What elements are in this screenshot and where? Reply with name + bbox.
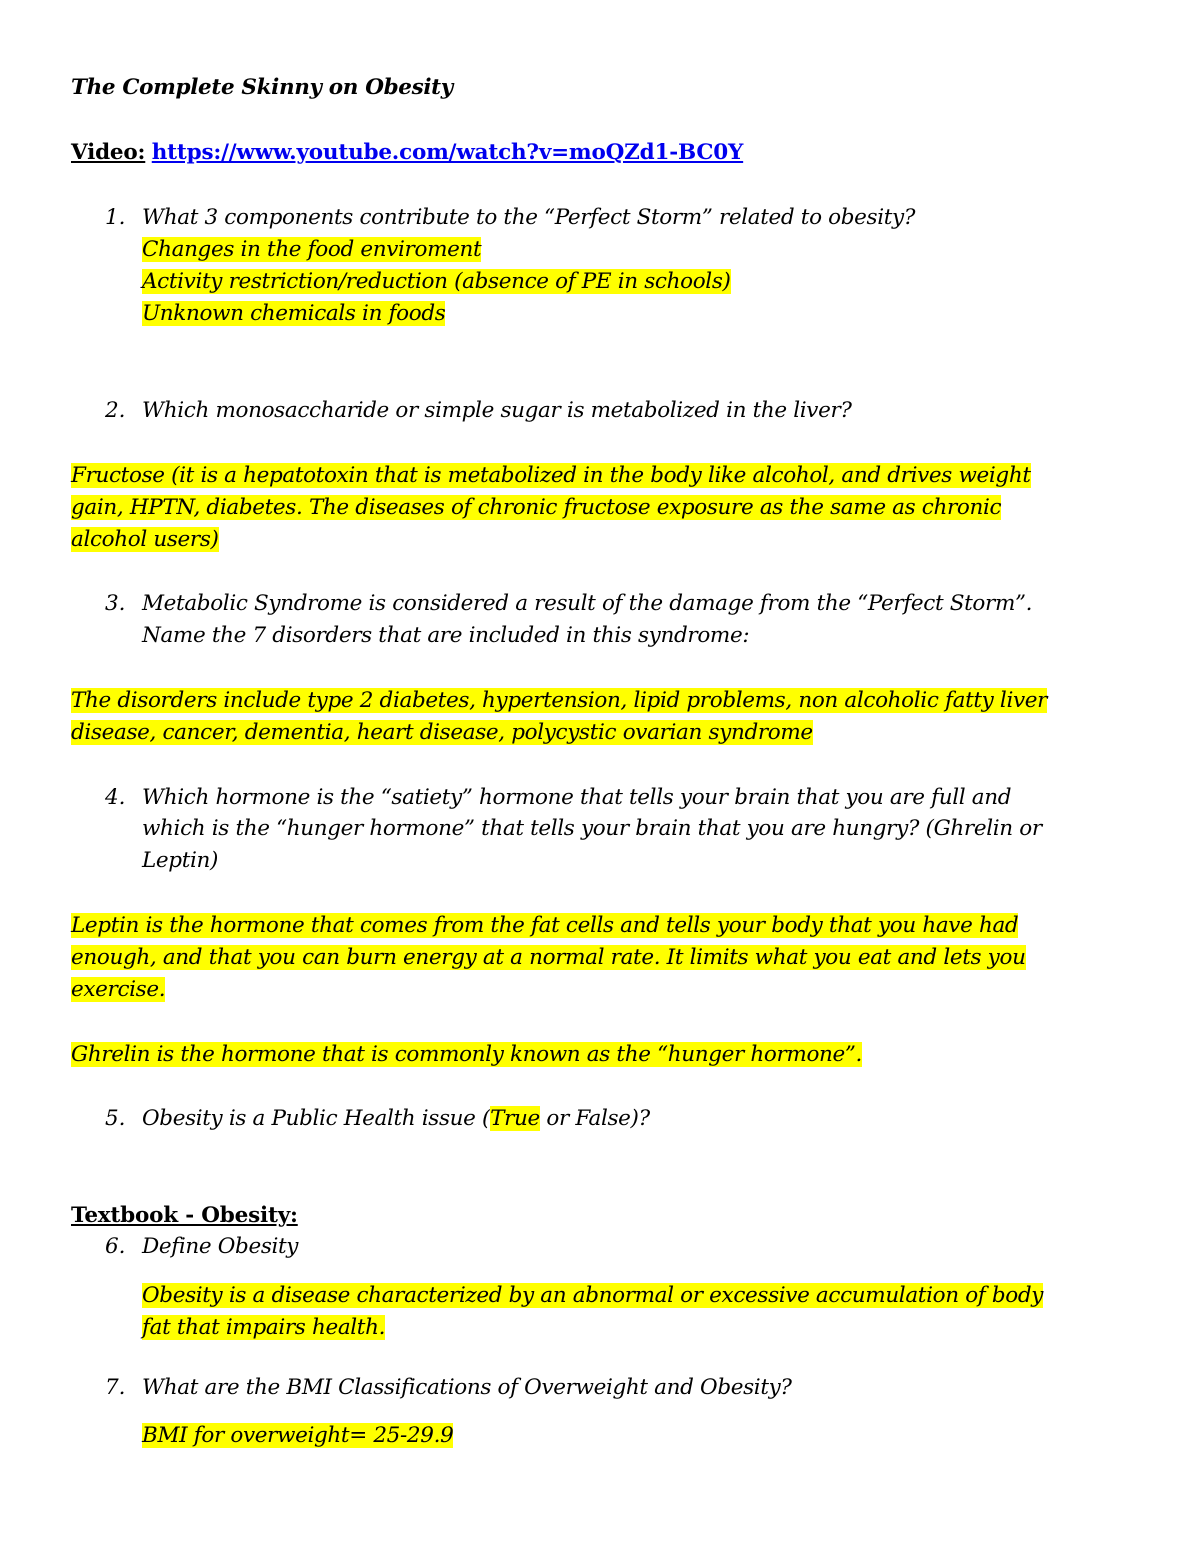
q3-question-line-2: Name the 7 disorders that are included in this syndrome: xyxy=(142,623,750,648)
q4-number: 4. xyxy=(105,785,126,810)
q7-answer: BMI for overweight= 25-29.9 xyxy=(142,1423,454,1448)
video-label: Video: xyxy=(71,140,146,165)
textbook-heading: Textbook - Obesity: xyxy=(71,1203,298,1228)
q2-answer-line-1: Fructose (it is a hepatotoxin that is metabolized in the body like alcohol, and drives weight xyxy=(71,463,1031,488)
q2-number: 2. xyxy=(105,398,126,423)
q1-answer-1: Changes in the food enviroment xyxy=(142,237,482,262)
q2-question: Which monosaccharide or simple sugar is metabolized in the liver? xyxy=(142,398,852,423)
q3-answer-line-2: disease, cancer, dementia, heart disease, polycystic ovarian syndrome xyxy=(71,720,813,745)
q1-number: 1. xyxy=(105,205,126,230)
video-link[interactable]: https://www.youtube.com/watch?v=moQZd1-BC0Y xyxy=(151,140,744,165)
q4-answer1-line-3: exercise. xyxy=(71,977,166,1002)
q1-answer-3: Unknown chemicals in foods xyxy=(142,301,446,326)
q4-answer2: Ghrelin is the hormone that is commonly known as the “hunger hormone”. xyxy=(71,1042,863,1067)
document-title: The Complete Skinny on Obesity xyxy=(71,75,453,100)
q1-question: What 3 components contribute to the “Perfect Storm” related to obesity? xyxy=(142,205,916,230)
q4-answer1-line-2: enough, and that you can burn energy at a normal rate. It limits what you eat and lets you xyxy=(71,945,1026,970)
q4-answer1-line-1: Leptin is the hormone that comes from the fat cells and tells your body that you have had xyxy=(71,913,1019,938)
q3-answer-line-1: The disorders include type 2 diabetes, hypertension, lipid problems, non alcoholic fatty liver xyxy=(71,688,1048,713)
q7-question: What are the BMI Classifications of Overweight and Obesity? xyxy=(142,1375,792,1400)
q6-question: Define Obesity xyxy=(142,1234,299,1259)
q4-question-line-1: Which hormone is the “satiety” hormone that tells your brain that you are full and xyxy=(142,785,1012,810)
q7-number: 7. xyxy=(105,1375,126,1400)
q4-question-line-2: which is the “hunger hormone” that tells your brain that you are hungry? (Ghrelin or xyxy=(142,816,1042,841)
q4-question-line-3: Leptin) xyxy=(142,848,219,873)
video-line xyxy=(71,139,743,167)
q6-answer-line-2: fat that impairs health. xyxy=(142,1315,386,1340)
q3-number: 3. xyxy=(105,591,126,616)
q5-question xyxy=(142,1105,650,1133)
q2-answer-line-2: gain, HPTN, diabetes. The diseases of chronic fructose exposure as the same as chronic xyxy=(71,495,1002,520)
q3-question-line-1: Metabolic Syndrome is considered a result of the damage from the “Perfect Storm”. xyxy=(142,591,1033,616)
q6-answer-line-1: Obesity is a disease characterized by an abnormal or excessive accumulation of body xyxy=(142,1283,1044,1308)
q5-text-after: or False)? xyxy=(539,1106,650,1131)
q6-number: 6. xyxy=(105,1234,126,1259)
q5-answer-true: True xyxy=(490,1106,540,1131)
q5-text-before: Obesity is a Public Health issue ( xyxy=(142,1106,491,1131)
q5-number: 5. xyxy=(105,1106,126,1131)
q1-answer-2: Activity restriction/reduction (absence of PE in schools) xyxy=(142,269,731,294)
q2-answer-line-3: alcohol users) xyxy=(71,527,219,552)
